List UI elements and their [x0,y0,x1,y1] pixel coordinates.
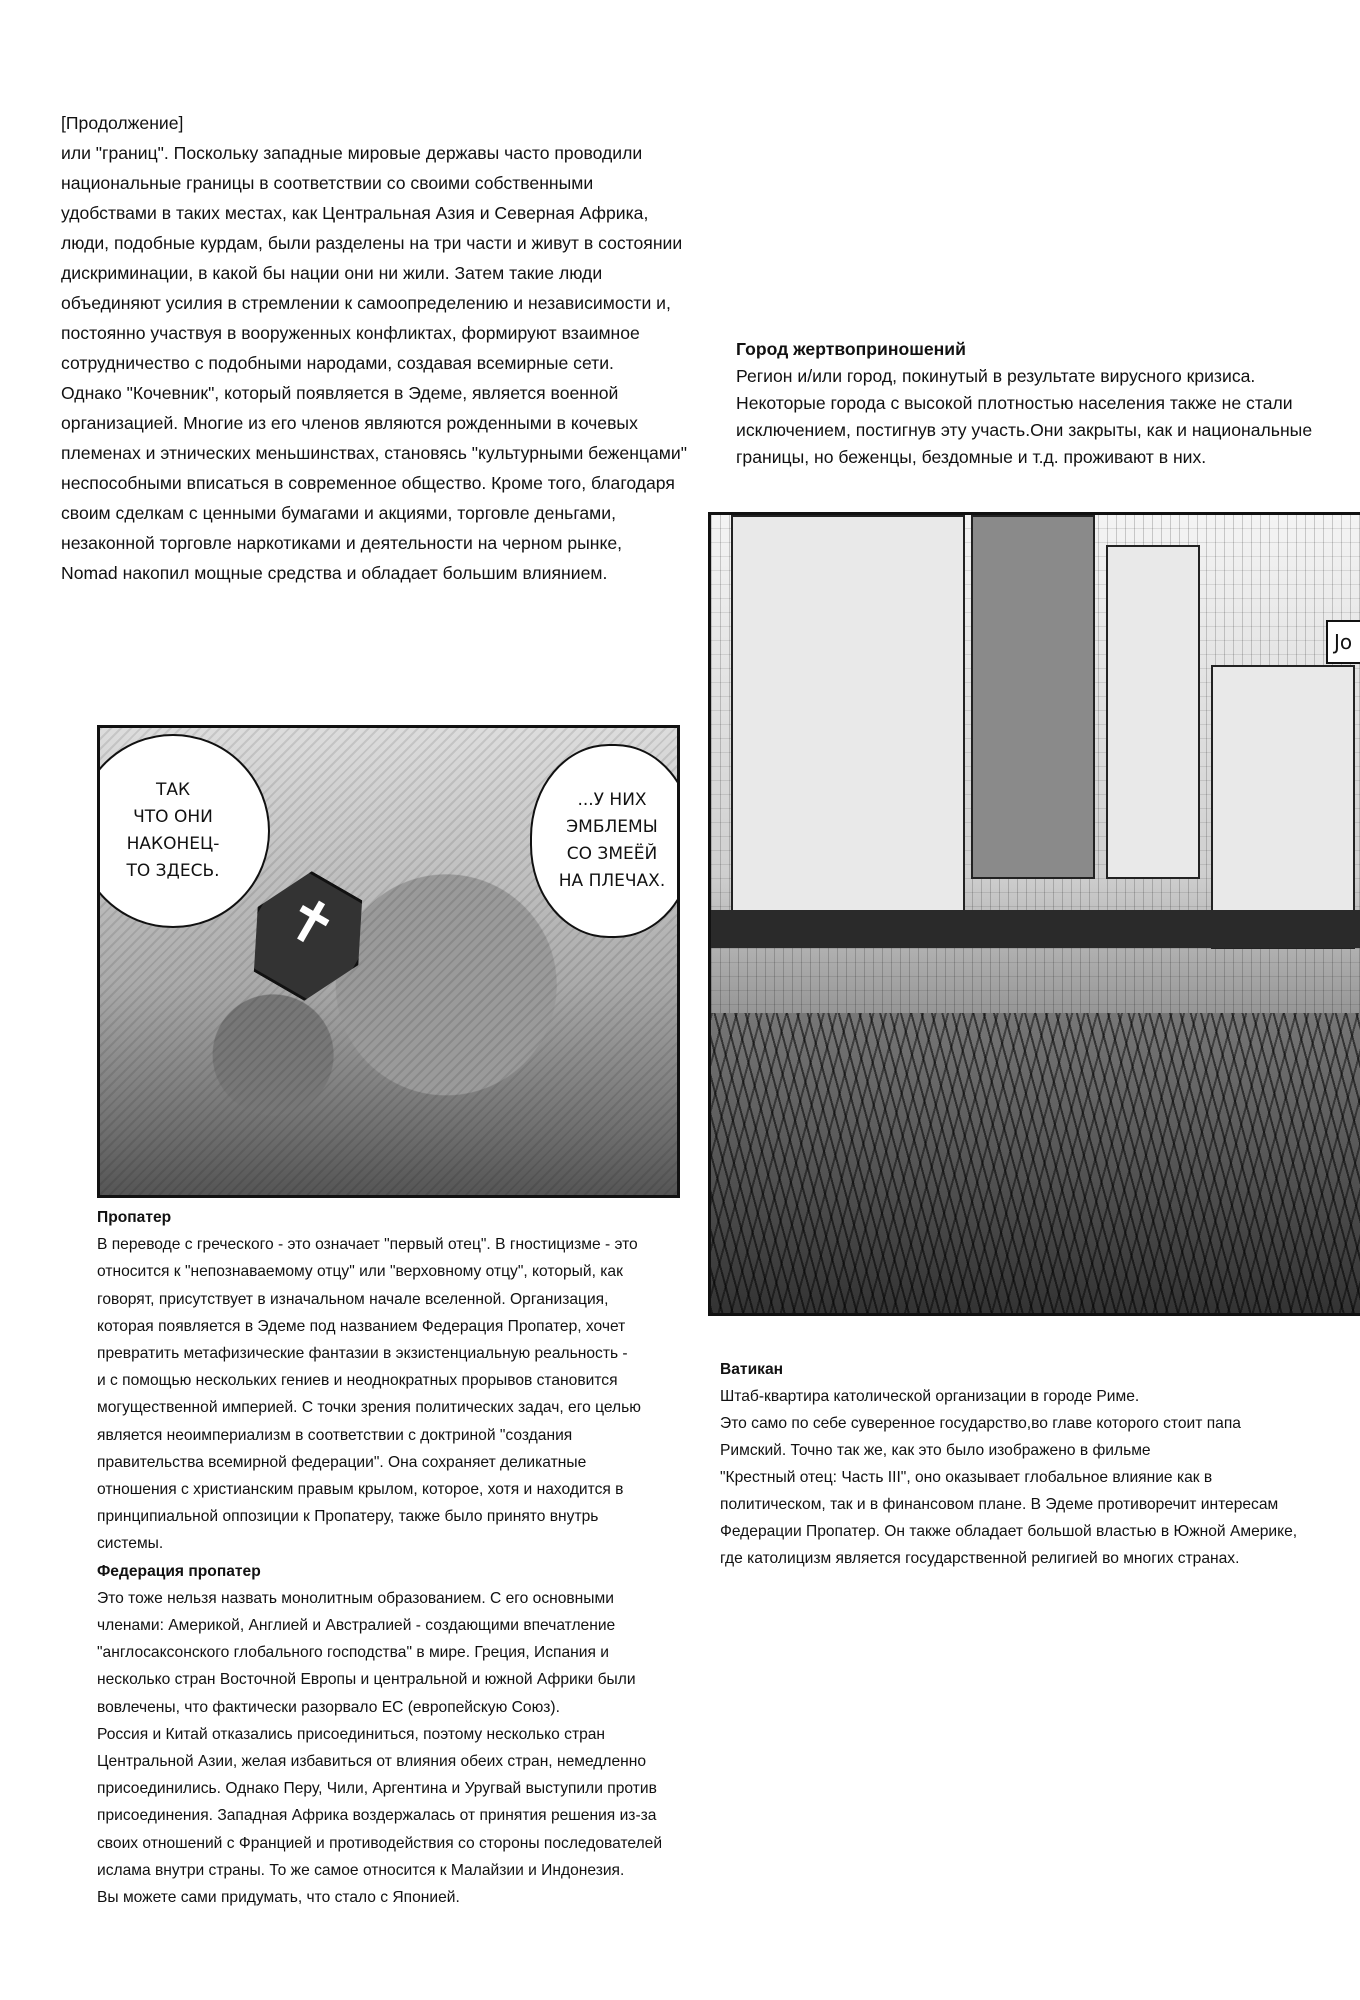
manga-panel-abandoned-city [708,512,1360,1316]
propater-federation-heading: Федерация пропатер [97,1562,261,1580]
speech-bubble-left: ТАК ЧТО ОНИ НАКОНЕЦ- ТО ЗДЕСЬ. [97,734,270,928]
sacrifice-city-heading: Город жертвоприношений [736,339,966,359]
sacrifice-city-paragraph: Регион и/или город, покинутый в результате вирусного кризиса. Некоторые города с высокой плотностью населения также не стали исключением, постигнув эту участь.Они закрыты, как и национальные границы, но беженцы, бездомные и т.д. проживают в них. [736,366,1313,467]
building-left [731,515,965,939]
intro-paragraph: или "границ". Поскольку западные мировые державы часто проводили национальные границы в соответствии со своими собственными удобствами в таких местах, как Центральная Азия и Северная Африка, люди, подобные курдам, были разделены на три части и живут в состоянии дискриминации, в какой бы нации они ни жили. Затем такие люди объединяют усилия в стремлении к самоопределению и независимости и, постоянно участвуя в вооруженных конфликтах, формируют взаимное сотрудничество с подобными народами, создавая всемирные сети. Однако "Кочевник", который появляется в Эдеме, является военной организацией. Многие из его членов являются рожденными в кочевых племенах и этнических меньшинствах, становясь "культурными беженцами" неспособными вписаться в современное общество. Кроме того, благодаря своим сделкам с ценными бумагами и акциями, торговле деньгами, незаконной торговле наркотиками и деятельности на черном рынке, Nomad накопил мощные средства и обладает большим влиянием. [61,143,687,583]
propater-paragraph: В переводе с греческого - это означает "первый отец". В гностицизме - это относится к "непознаваемому отцу" или "верховному отцу", который, как говорят, присутствует в изначальном начале вселенной. Организация, которая появляется в Эдеме под названием Федерация Пропатер, хочет превратить метафизические фантазии в экзистенциальную реальность - и с помощью нескольких гениев и неоднократных прорывов становится могущественной империей. С точки зрения политических задач, его целью является неоимпериализм в соответствии с доктриной "создания правительства всемирной федерации". Она сохраняет деликатные отношения с христианским правым крылом, которое, хотя и находится в принципиальной оппозиции к Пропатеру, также было принято внутрь системы. [97,1236,641,1553]
building-facade [971,515,1095,879]
propater-federation-paragraph: Это тоже нельзя назвать монолитным образованием. С его основными членами: Америкой, Англией и Австралией - создающими впечатление "англосаксонского глобального господства" в мире. Греция, Испания и несколько стран Восточной Европы и центральной и южной Африки были вовлечены, что фактически разорвало ЕС (европейскую Союз). Россия и Китай отказались присоединиться, поэтому несколько стран Центральной Азии, желая избавиться от влияния обеих стран, немедленно присоединились. Однако Перу, Чили, Аргентина и Уругвай выступили против присоединения. Западная Африка воздержалась от принятия решения из-за своих отношений с Францией и противодействия со стороны последователей ислама внутри страны. То же самое относится к Малайзии и Индонезия. Вы можете сами придумать, что стало с Японией. [97,1589,663,1907]
intro-section [61,108,721,588]
cross-icon: ✝ [270,880,350,966]
building-right [1211,665,1355,949]
overpass-bridge [711,910,1360,948]
vatican-heading: Ватикан [720,1361,784,1378]
speech-bubble-right: ...У НИХ ЭМБЛЕМЫ СО ЗМЕЁЙ НА ПЛЕЧАХ. [530,744,680,938]
sacrifice-city-section [736,336,1352,471]
continuation-label: [Продолжение] [61,113,184,133]
overgrown-foliage [711,1013,1360,1313]
manga-panel-soldier [97,725,680,1198]
propater-heading: Пропатер [97,1209,172,1226]
building-sign: Jo [1326,620,1360,664]
propater-section [97,1204,697,1911]
building-tower [1106,545,1200,879]
vatican-section [720,1356,1350,1572]
vatican-paragraph: Штаб-квартира католической организации в городе Риме. Это само по себе суверенное государство,во главе которого стоит папа Римский. Точно так же, как это было изображено в фильме "Крестный отец: Часть III", оно оказывает глобальное влияние как в политическом, так и в финансовом плане. В Эдеме противоречит интересам Федерации Пропатер. Он также обладает большой властью в Южной Америке, где католицизм является государственной религией во многих странах. [720,1388,1298,1567]
